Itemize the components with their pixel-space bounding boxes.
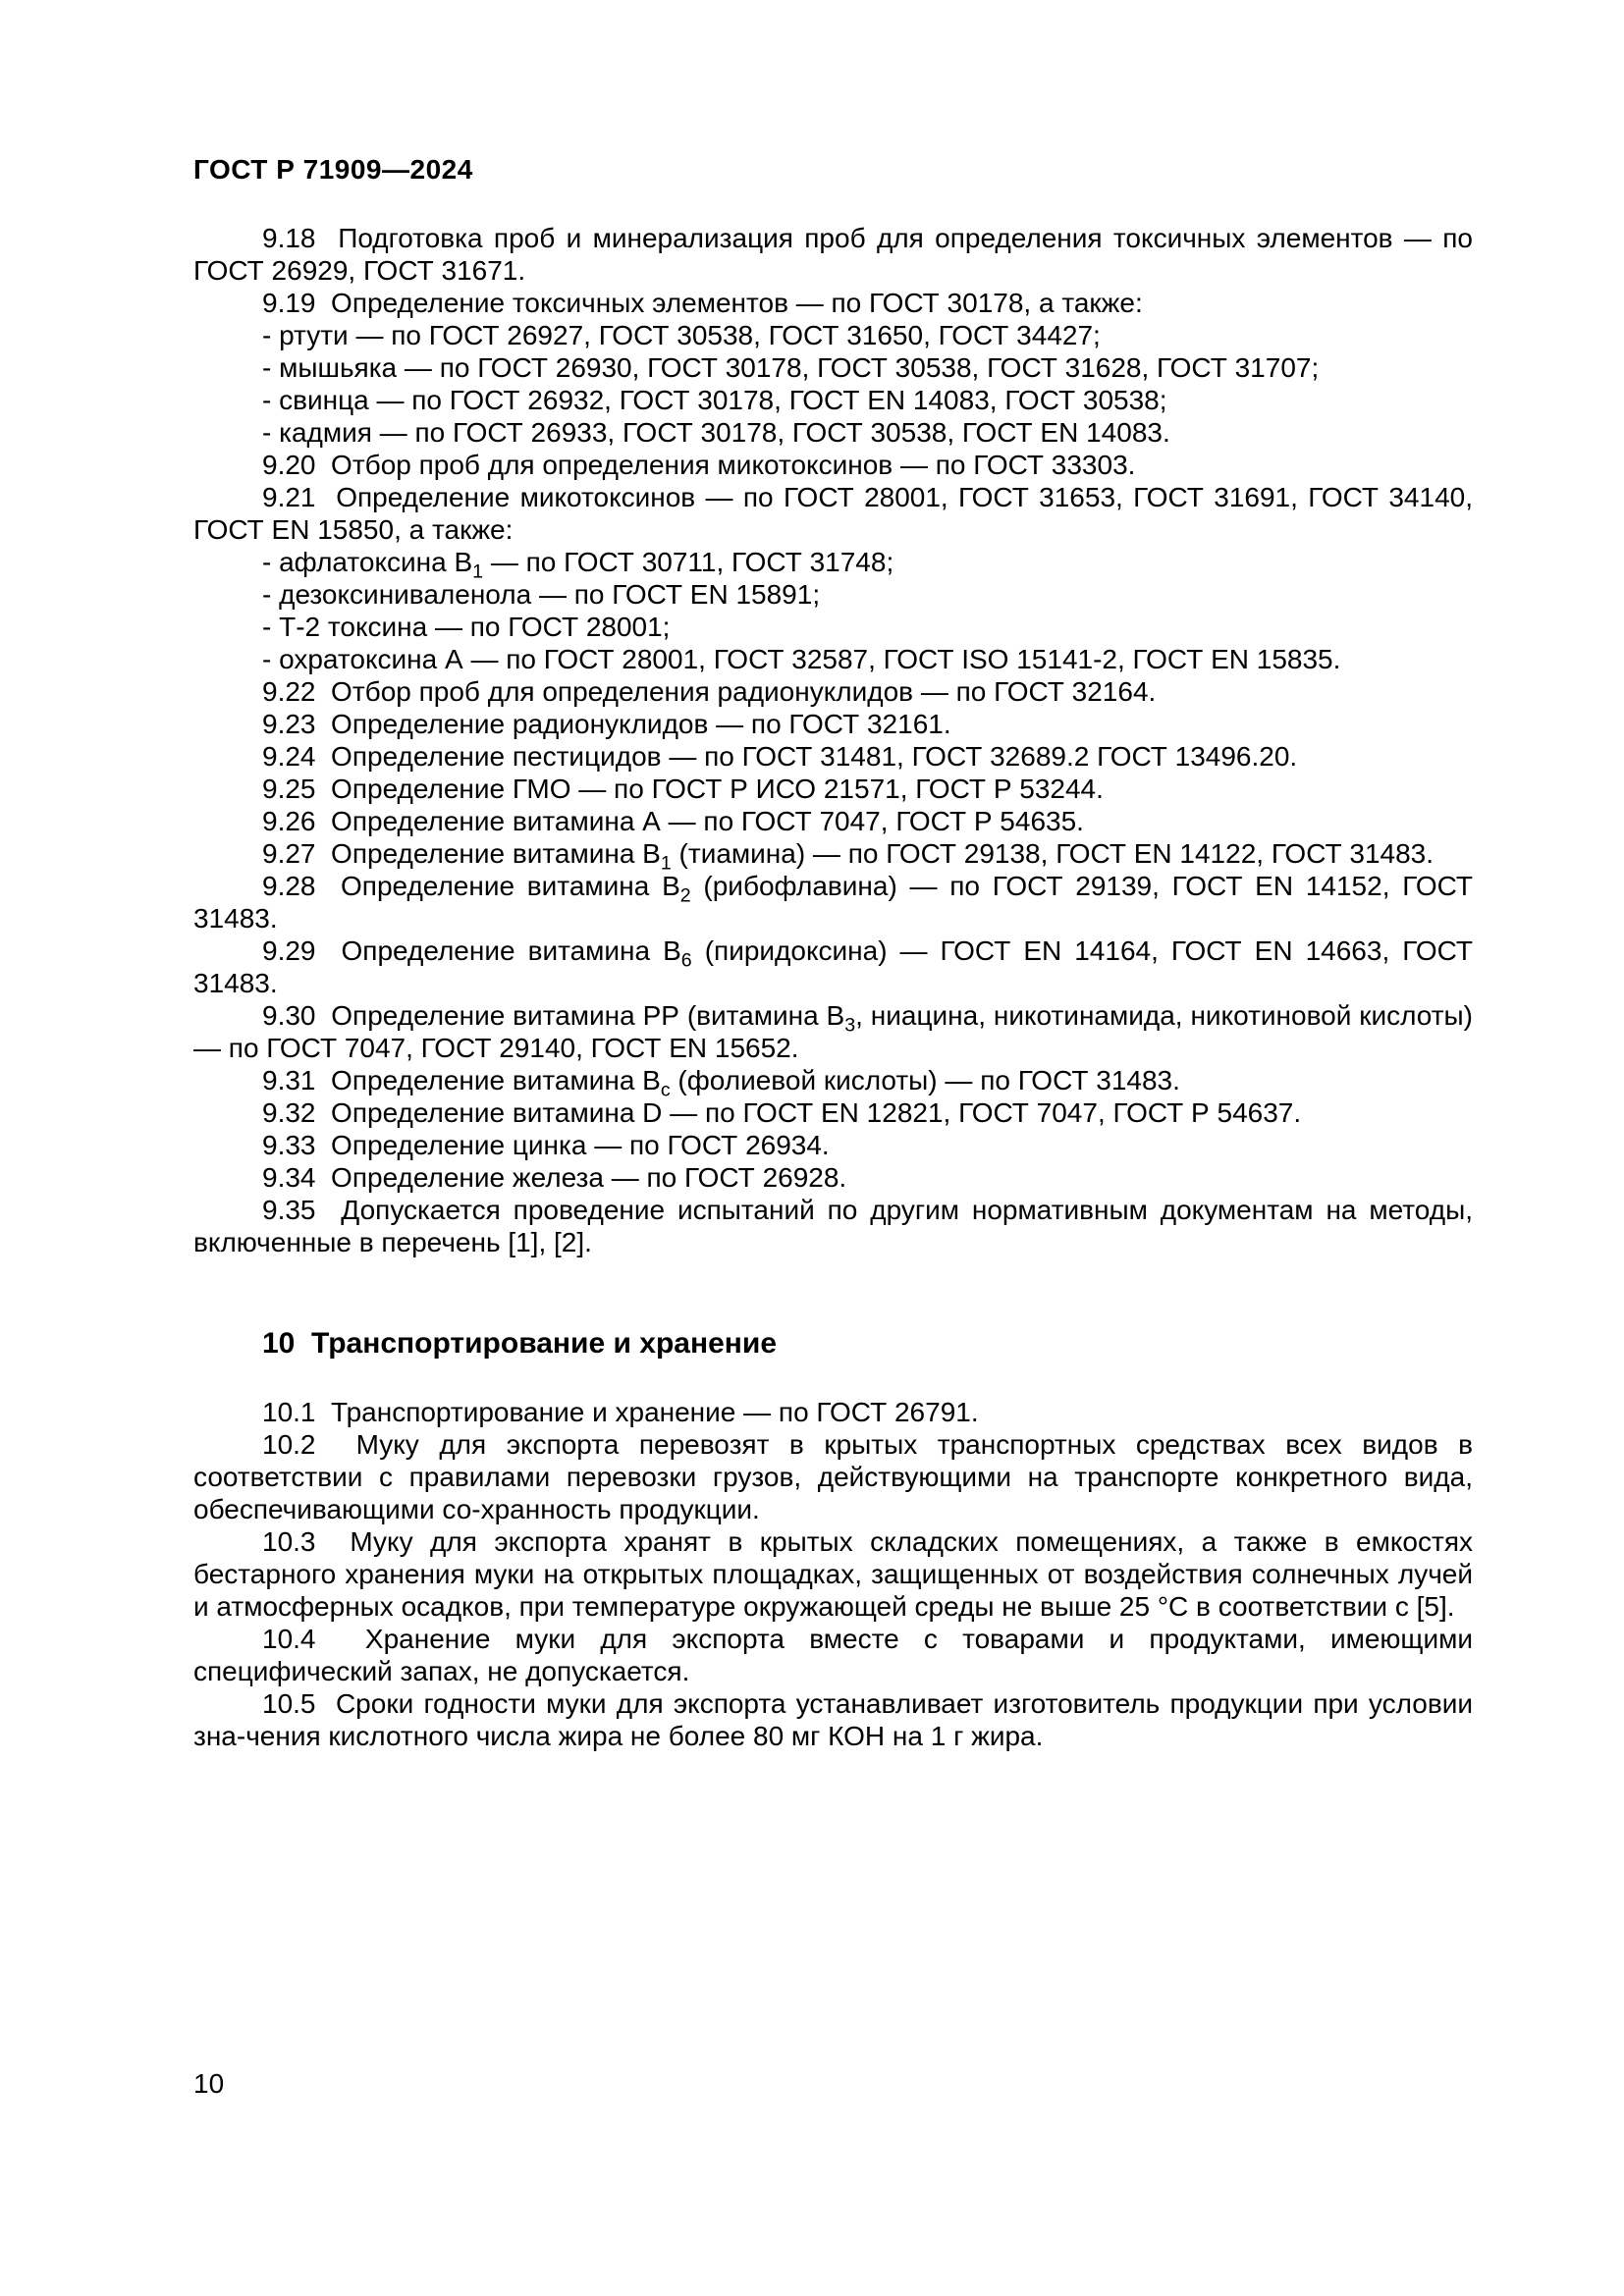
text-run: - кадмия — по ГОСТ 26933, ГОСТ 30178, ГОСТ 30538, ГОСТ EN 14083. xyxy=(262,417,1170,448)
clause-9-23 xyxy=(193,708,1473,740)
subscript: 3 xyxy=(844,1014,856,1037)
text-run: 9.19 Определение токсичных элементов — по ГОСТ 30178, а также: xyxy=(262,288,1143,318)
text-run: 9.30 Определение витамина РР (витамина В xyxy=(262,1000,845,1031)
clause-9-18 xyxy=(193,222,1473,287)
subscript: 1 xyxy=(472,561,484,583)
clause-9-28 xyxy=(193,870,1473,934)
text-run: 10 Транспортирование и хранение xyxy=(262,1327,778,1360)
text-run: - афлатоксина В xyxy=(262,547,473,577)
list-item-t2-toxin xyxy=(193,611,1473,643)
text-run: 9.23 Определение радионуклидов — по ГОСТ 32161. xyxy=(262,709,951,739)
text-run: 9.28 Определение витамина В xyxy=(262,871,680,901)
text-run: 9.32 Определение витамина D — по ГОСТ EN 12821, ГОСТ 7047, ГОСТ Р 54637. xyxy=(262,1097,1302,1128)
text-run: 9.18 Подготовка проб и минерализация проб для определения токсичных элементов — по ГОСТ 26929, ГОСТ 31671. xyxy=(193,223,1473,286)
text-run: (рибофлавина) — по ГОСТ 29139, ГОСТ EN 14152, ГОСТ 31483. xyxy=(193,871,1473,934)
clause-10-1 xyxy=(193,1396,1473,1428)
text-run: 9.24 Определение пестицидов — по ГОСТ 31481, ГОСТ 32689.2 ГОСТ 13496.20. xyxy=(262,741,1298,772)
clause-9-24 xyxy=(193,740,1473,773)
clause-9-27 xyxy=(193,837,1473,875)
list-item-deoxynivalenol xyxy=(193,578,1473,611)
clause-9-34 xyxy=(193,1161,1473,1194)
text-run: 9.20 Отбор проб для определения микотоксинов — по ГОСТ 33303. xyxy=(262,450,1136,480)
text-run: 9.27 Определение витамина В xyxy=(262,838,661,869)
list-item-ochratoxin-a xyxy=(193,643,1473,675)
clause-10-2 xyxy=(193,1428,1473,1525)
clause-10-5 xyxy=(193,1687,1473,1752)
text-run: - дезоксиниваленола — по ГОСТ EN 15891; xyxy=(262,579,821,610)
text-run: 9.22 Отбор проб для определения радионуклидов — по ГОСТ 32164. xyxy=(262,676,1157,707)
list-item-cadmium xyxy=(193,416,1473,449)
page-number: 10 xyxy=(193,2068,225,2099)
text-run: 10.5 Сроки годности муки для экспорта устанавливает изготовитель продукции при условии зна-чения кислотного числа жира не более 80 мг КОН на 1 г жира. xyxy=(193,1688,1473,1751)
text-run: 9.34 Определение железа — по ГОСТ 26928. xyxy=(262,1162,847,1193)
text-run: 9.29 Определение витамина В xyxy=(262,935,681,966)
text-run: - Т-2 токсина — по ГОСТ 28001; xyxy=(262,612,671,642)
text-run: (фолиевой кислоты) — по ГОСТ 31483. xyxy=(670,1065,1180,1095)
clause-9-31 xyxy=(193,1064,1473,1101)
text-run: — по ГОСТ 30711, ГОСТ 31748; xyxy=(483,547,894,577)
clause-9-20 xyxy=(193,449,1473,481)
text-run: (тиамина) — по ГОСТ 29138, ГОСТ EN 14122, ГОСТ 31483. xyxy=(671,838,1435,869)
subscript: с xyxy=(660,1079,671,1101)
text-run: - ртути — по ГОСТ 26927, ГОСТ 30538, ГОСТ 31650, ГОСТ 34427; xyxy=(262,320,1101,350)
clause-10-4 xyxy=(193,1623,1473,1687)
text-run: - охратоксина А — по ГОСТ 28001, ГОСТ 32587, ГОСТ ISO 15141-2, ГОСТ EN 15835. xyxy=(262,644,1341,674)
document-code: ГОСТ Р 71909—2024 xyxy=(193,154,473,185)
clause-9-29 xyxy=(193,934,1473,999)
subscript: 2 xyxy=(679,884,691,907)
text-run: 9.21 Определение микотоксинов — по ГОСТ 28001, ГОСТ 31653, ГОСТ 31691, ГОСТ 34140, ГОСТ EN 15850, а также: xyxy=(193,482,1473,545)
text-run: 9.26 Определение витамина А — по ГОСТ 7047, ГОСТ Р 54635. xyxy=(262,806,1084,836)
text-run: - мышьяка — по ГОСТ 26930, ГОСТ 30178, ГОСТ 30538, ГОСТ 31628, ГОСТ 31707; xyxy=(262,352,1320,383)
list-item-lead xyxy=(193,384,1473,416)
clause-9-26 xyxy=(193,805,1473,837)
text-run: (пиридоксина) — ГОСТ EN 14164, ГОСТ EN 14663, ГОСТ 31483. xyxy=(193,935,1473,998)
text-run: 9.35 Допускается проведение испытаний по другим нормативным документам на методы, включенные в перечень [1], [2]. xyxy=(193,1195,1473,1257)
list-item-arsenic xyxy=(193,351,1473,384)
clause-9-32 xyxy=(193,1096,1473,1129)
clause-9-19 xyxy=(193,287,1473,319)
section-10-heading xyxy=(193,1327,1473,1361)
subscript: 1 xyxy=(660,852,672,875)
clause-10-3 xyxy=(193,1525,1473,1623)
text-run: 10.4 Хранение муки для экспорта вместе с товарами и продуктами, имеющими специфический запах, не допускается. xyxy=(193,1624,1473,1686)
text-run: 9.33 Определение цинка — по ГОСТ 26934. xyxy=(262,1130,830,1160)
text-run: 9.31 Определение витамина В xyxy=(262,1065,661,1095)
text-run: , ниацина, никотинамида, никотиновой кислоты) — по ГОСТ 7047, ГОСТ 29140, ГОСТ EN 15652. xyxy=(193,1000,1473,1063)
text-run: - свинца — по ГОСТ 26932, ГОСТ 30178, ГОСТ EN 14083, ГОСТ 30538; xyxy=(262,385,1167,415)
clause-9-33 xyxy=(193,1129,1473,1161)
subscript: 6 xyxy=(680,949,692,972)
text-run: 10.2 Муку для экспорта перевозят в крытых транспортных средствах всех видов в соответствии с правилами перевозки грузов, действующими на транспорте конкретного вида, обеспечивающими со-хранность продукции. xyxy=(193,1429,1473,1524)
text-run: 9.25 Определение ГМО — по ГОСТ Р ИСО 21571, ГОСТ Р 53244. xyxy=(262,774,1104,804)
clause-9-22 xyxy=(193,675,1473,708)
clause-9-35 xyxy=(193,1194,1473,1258)
list-item-mercury xyxy=(193,319,1473,351)
list-item-aflatoxin-b1 xyxy=(193,546,1473,583)
clause-9-25 xyxy=(193,773,1473,805)
text-run: 10.1 Транспортирование и хранение — по ГОСТ 26791. xyxy=(262,1397,979,1427)
document-body xyxy=(193,222,1473,1752)
text-run: 10.3 Муку для экспорта хранят в крытых складских помещениях, а также в емкостях бестарного хранения муки на открытых площадках, защищенных от воздействия солнечных лучей и атмосферных осадков, при температуре окружающей среды не выше 25 °С в соответствии с [5]. xyxy=(193,1526,1473,1622)
clause-9-21 xyxy=(193,481,1473,546)
clause-9-30 xyxy=(193,999,1473,1064)
